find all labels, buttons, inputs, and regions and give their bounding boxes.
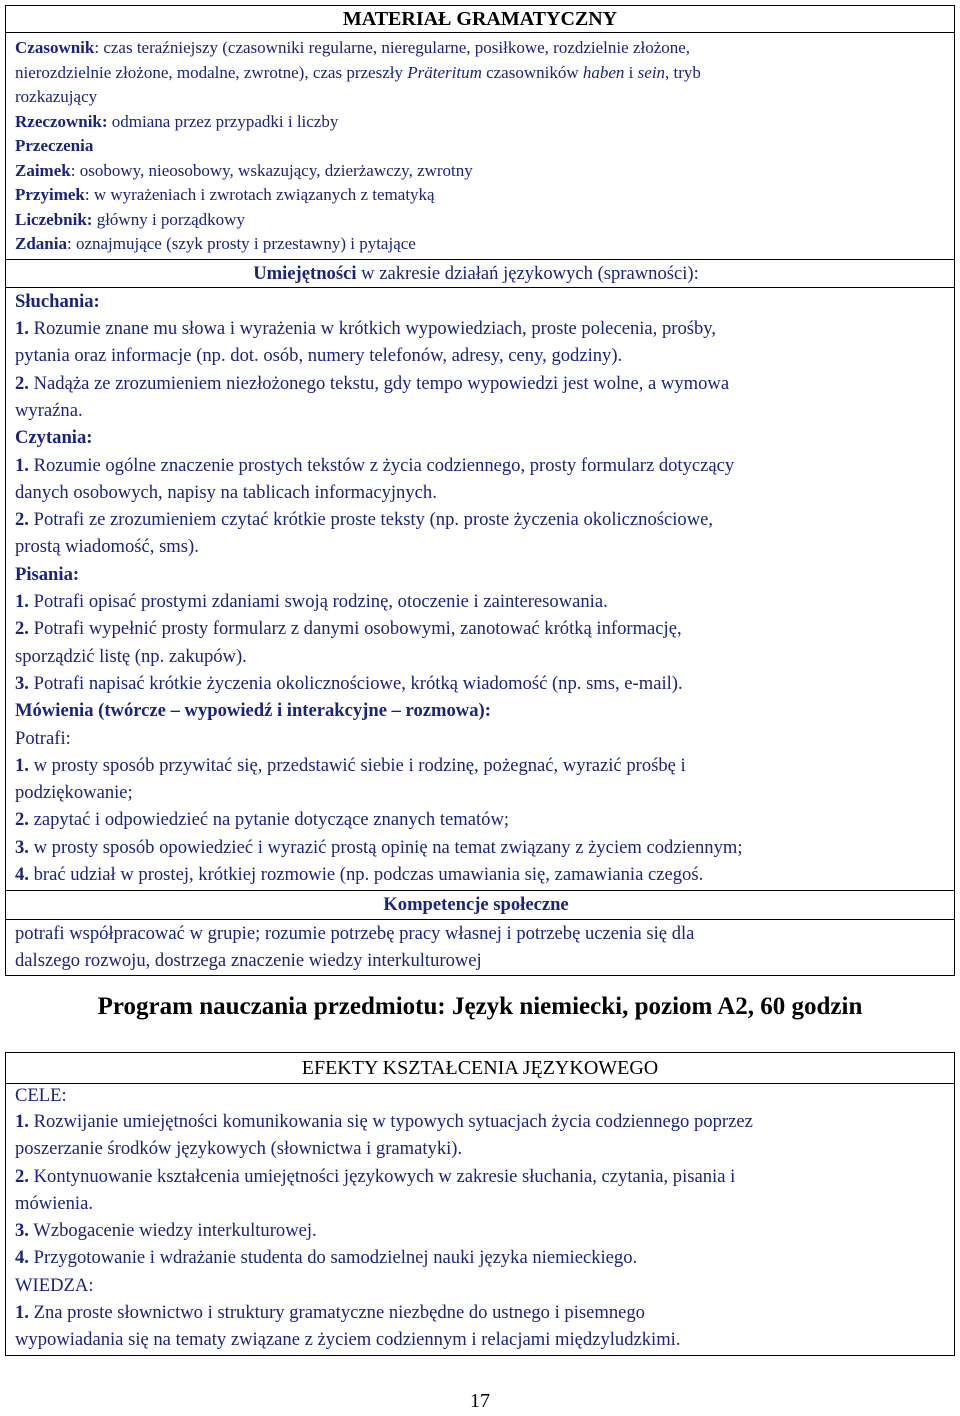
goal-1-num: 1. bbox=[15, 1111, 29, 1132]
goal-4-text-a: Przygotowanie i wdrażanie studenta do samodzielnej nauki języka niemieckiego. bbox=[28, 1247, 638, 1269]
verb-text-1: : czas teraźniejszy (czasowniki regularne, nieregularne, posiłkowe, rozdzielnie złożone, bbox=[94, 38, 691, 57]
numeral-label: Liczebnik: bbox=[15, 209, 93, 229]
goal-4-num: 4. bbox=[15, 1247, 29, 1269]
reading-2-text-a: Potrafi ze zrozumieniem czytać krótkie proste teksty (np. proste życzenia okolicznościowe, bbox=[28, 509, 714, 531]
reading-1-line-a bbox=[6, 452, 954, 479]
speaking-1-text-a: w prosty sposób przywitać się, przedstawić siebie i rodzinę, pożegnać, wyrazić prośbę i bbox=[28, 754, 686, 776]
noun-label: Rzeczownik: bbox=[15, 111, 108, 131]
listening-2-num: 2. bbox=[15, 372, 29, 394]
grammar-title: MATERIAŁ GRAMATYCZNY bbox=[342, 8, 618, 30]
lower-table bbox=[5, 1052, 955, 1356]
speaking-label: Mówienia (twórcze – wypowiedź i interakcyjne – rozmowa): bbox=[15, 700, 491, 722]
reading-1-text-a: Rozumie ogólne znaczenie prostych tekstów z życia codziennego, prosty formularz dotyczący bbox=[28, 454, 735, 476]
verb-text-2c: , tryb bbox=[665, 62, 701, 82]
social-cell bbox=[6, 919, 955, 976]
listening-label: Słuchania: bbox=[15, 290, 100, 312]
verb-line-2 bbox=[6, 61, 954, 86]
speaking-3-line bbox=[6, 834, 954, 861]
knowledge-label: WIEDZA: bbox=[15, 1274, 94, 1296]
outcomes-heading: EFEKTY KSZTAŁCENIA JĘZYKOWEGO bbox=[301, 1057, 659, 1079]
page-number: 17 bbox=[470, 1390, 490, 1412]
writing-1-text-a: Potrafi opisać prostymi zdaniami swoją rodzinę, otoczenie i zainteresowania. bbox=[28, 591, 608, 613]
writing-2-text-a: Potrafi wypełnić prosty formularz z danymi osobowymi, zanotować krótką informację, bbox=[28, 618, 682, 640]
reading-label: Czytania: bbox=[15, 427, 93, 449]
writing-3-num: 3. bbox=[15, 672, 29, 694]
verb-and: i bbox=[624, 62, 638, 82]
writing-2-text-b: sporządzić listę (np. zakupów). bbox=[15, 645, 247, 667]
listening-1-line-a bbox=[6, 315, 954, 342]
goal-2-num: 2. bbox=[15, 1165, 29, 1187]
listening-2-text-b: wyraźna. bbox=[15, 399, 83, 421]
speaking-1-text-b: podziękowanie; bbox=[15, 782, 133, 804]
speaking-1-num: 1. bbox=[15, 754, 29, 776]
goal-2-text-b: mówienia. bbox=[15, 1192, 93, 1214]
listening-1-num: 1. bbox=[15, 318, 29, 340]
program-title: Program nauczania przedmiotu: Język niemiecki, poziom A2, 60 godzin bbox=[97, 993, 863, 1020]
writing-1-num: 1. bbox=[15, 591, 29, 613]
listening-1-text-b: pytania oraz informacje (np. dot. osób, numery telefonów, adresy, ceny, godziny). bbox=[15, 345, 623, 367]
sentence-text: : oznajmujące (szyk prosty i przestawny) i pytające bbox=[66, 234, 416, 253]
social-heading-cell bbox=[6, 891, 955, 919]
preposition-label: Przyimek bbox=[15, 185, 85, 204]
social-text-b: dalszego rozwoju, dostrzega znaczenie wiedzy interkulturowej bbox=[15, 949, 482, 971]
social-text-a: potrafi współpracować w grupie; rozumie potrzebę pracy własnej i potrzebę uczenia się dla bbox=[15, 922, 695, 944]
preposition-line bbox=[6, 183, 954, 208]
writing-1-line bbox=[6, 588, 954, 615]
goal-3-line bbox=[6, 1217, 954, 1244]
listening-1-text-a: Rozumie znane mu słowa i wyrażenia w krótkich wypowiedziach, proste polecenia, prośby, bbox=[28, 318, 717, 340]
pronoun-label: Zaimek bbox=[15, 160, 71, 180]
speaking-4-text-a: brać udział w prostej, krótkiej rozmowie (np. podczas umawiania się, zamawiania czegoś. bbox=[28, 864, 704, 886]
writing-label: Pisania: bbox=[15, 563, 80, 585]
preposition-text: : w wyrażeniach i zwrotach związanych z tematyką bbox=[84, 185, 435, 204]
grammar-cell bbox=[6, 33, 955, 260]
goal-3-text-a: Wzbogacenie wiedzy interkulturowej. bbox=[28, 1220, 317, 1242]
listening-2-line-a bbox=[6, 370, 954, 397]
knowledge-1-text-b: wypowiadania się na tematy związane z życiem codziennym i relacjami międzyludzkimi. bbox=[15, 1329, 681, 1351]
speaking-3-text-a: w prosty sposób opowiedzieć i wyrazić prostą opinię na temat związany z życiem codziennym; bbox=[28, 836, 743, 858]
verb-label: Czasownik bbox=[15, 38, 95, 57]
goal-3-num: 3. bbox=[15, 1220, 29, 1242]
sentence-label: Zdania bbox=[15, 234, 67, 253]
grammar-title-cell bbox=[6, 6, 955, 33]
numeral-line bbox=[6, 208, 954, 233]
goal-2-text-a: Kontynuowanie kształcenia umiejętności językowych w zakresie słuchania, czytania, pisania i bbox=[28, 1165, 736, 1187]
goal-1-text-b: poszerzanie środków językowych (słownictwa i gramatyki). bbox=[15, 1138, 463, 1160]
skills-heading-bold: Umiejętności bbox=[253, 262, 357, 284]
speaking-1-line-a bbox=[6, 752, 954, 779]
skills-heading bbox=[6, 260, 954, 287]
noun-text: odmiana przez przypadki i liczby bbox=[107, 111, 339, 131]
verb-praet: Präteritum bbox=[407, 62, 482, 82]
outcomes-cell bbox=[6, 1084, 955, 1356]
verb-sein: sein bbox=[637, 62, 666, 82]
speaking-3-num: 3. bbox=[15, 836, 29, 858]
skills-heading-cell bbox=[6, 259, 955, 287]
verb-haben: haben bbox=[582, 62, 625, 82]
outcomes-heading-cell bbox=[6, 1053, 955, 1084]
pronoun-text: : osobowy, nieosobowy, wskazujący, dzierżawczy, zwrotny bbox=[70, 160, 473, 180]
speaking-4-line bbox=[6, 861, 954, 888]
goal-1-line-a bbox=[6, 1108, 954, 1135]
speaking-4-num: 4. bbox=[15, 864, 29, 886]
reading-1-text-b: danych osobowych, napisy na tablicach informacyjnych. bbox=[15, 481, 437, 503]
reading-2-num: 2. bbox=[15, 509, 29, 531]
writing-3-text-a: Potrafi napisać krótkie życzenia okolicznościowe, krótką wiadomość (np. sms, e-mail). bbox=[28, 672, 683, 694]
skills-heading-rest: w zakresie działań językowych (sprawności): bbox=[356, 262, 699, 284]
reading-2-line-a bbox=[6, 506, 954, 533]
sentence-line bbox=[6, 232, 954, 257]
skills-cell bbox=[6, 287, 955, 891]
goal-4-line bbox=[6, 1244, 954, 1271]
negation-line: Przeczenia bbox=[15, 136, 94, 155]
speaking-intro: Potrafi: bbox=[15, 727, 71, 749]
noun-line bbox=[6, 110, 954, 135]
speaking-2-text-a: zapytać i odpowiedzieć na pytanie dotyczące znanych tematów; bbox=[28, 809, 510, 831]
writing-2-num: 2. bbox=[15, 618, 29, 640]
pronoun-line bbox=[6, 159, 954, 184]
reading-2-text-b: prostą wiadomość, sms). bbox=[15, 536, 199, 558]
goal-2-line-a bbox=[6, 1163, 954, 1190]
goal-1-text-a: Rozwijanie umiejętności komunikowania się w typowych sytuacjach życia codziennego poprzez bbox=[28, 1111, 753, 1132]
writing-2-line-a bbox=[6, 615, 954, 642]
social-heading: Kompetencje społeczne bbox=[383, 894, 569, 916]
goals-label: CELE: bbox=[15, 1085, 67, 1106]
verb-line-3: rozkazujący bbox=[15, 87, 98, 106]
numeral-text: główny i porządkowy bbox=[92, 209, 245, 229]
upper-table bbox=[5, 5, 955, 976]
verb-line-1 bbox=[6, 36, 954, 61]
reading-1-num: 1. bbox=[15, 454, 29, 476]
verb-text-2b: czasowników bbox=[481, 62, 583, 82]
writing-3-line bbox=[6, 670, 954, 697]
verb-text-2a: nierozdzielnie złożone, modalne, zwrotne), czas przeszły bbox=[15, 62, 408, 82]
knowledge-1-num: 1. bbox=[15, 1302, 29, 1324]
knowledge-1-text-a: Zna proste słownictwo i struktury gramatyczne niezbędne do ustnego i pisemnego bbox=[28, 1302, 645, 1324]
speaking-2-num: 2. bbox=[15, 809, 29, 831]
speaking-2-line bbox=[6, 806, 954, 833]
listening-2-text-a: Nadąża ze zrozumieniem niezłożonego tekstu, gdy tempo wypowiedzi jest wolne, a wymowa bbox=[28, 372, 730, 394]
knowledge-1-line-a bbox=[6, 1299, 954, 1326]
